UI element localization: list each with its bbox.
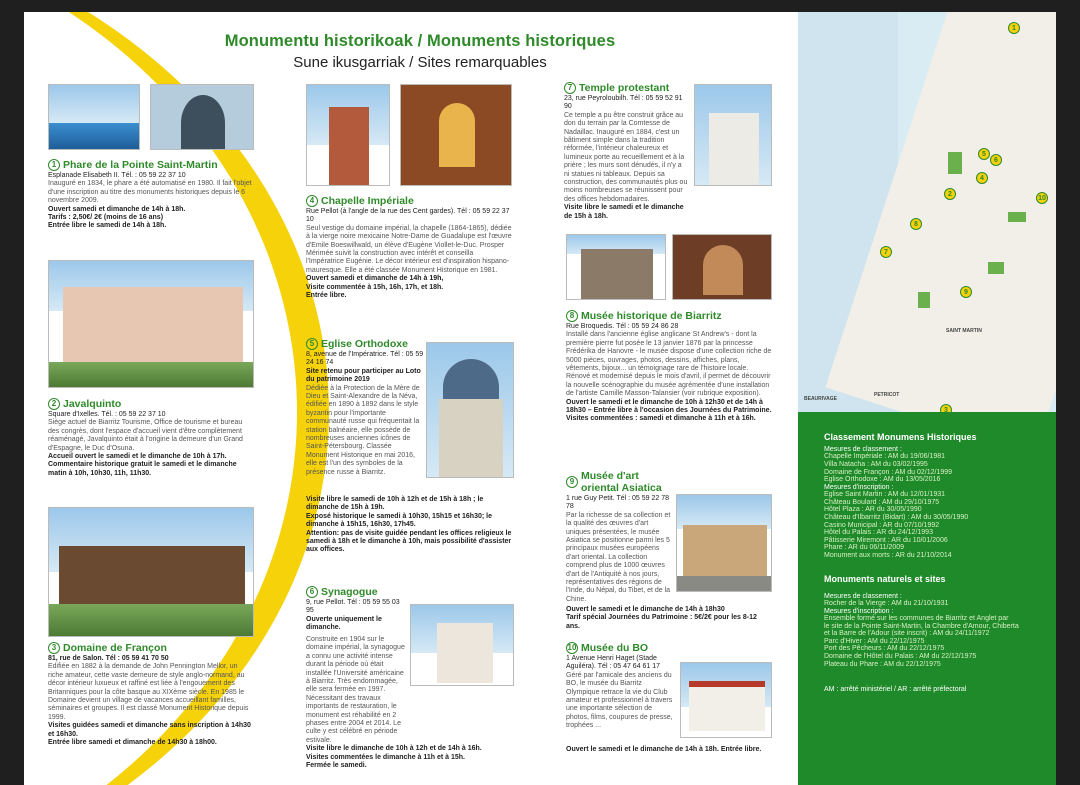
- list-item: Phare : AR du 06/11/2009: [824, 544, 905, 552]
- entry-address: 81, rue de Salon. Tél : 05 59 41 70 50: [48, 655, 169, 662]
- entry-hours: Fermée le samedi.: [306, 762, 367, 770]
- entry-hours: Commentaire historique gratuit le samedi et le dimanche matin à 10h, 10h30, 11h, 11h30.: [48, 461, 237, 477]
- page-title: Monumentu historikoak / Monuments historiques: [224, 32, 616, 50]
- entry-address: Esplanade Elisabeth II. Tél. : 05 59 22 37 10: [48, 172, 186, 179]
- entry-address: 9, rue Pellot. Tél : 05 59 55 03 95: [306, 599, 400, 615]
- entry-hours: Visite libre le samedi de 10h à 12h et de 15h à 18h ; le dimanche de 15h à 19h.: [306, 496, 484, 512]
- map-label: PETRICOT: [874, 392, 900, 398]
- map-label: SAINT MARTIN: [946, 328, 982, 334]
- entry-address: 8, avenue de l'Impératrice. Tél : 05 59 24 16 74: [306, 351, 424, 367]
- entry-title: Synagogue: [321, 586, 378, 598]
- map-pin: 5: [978, 148, 990, 160]
- entry-7: [564, 82, 688, 221]
- list-item: Domaine de Françon : AM du 02/12/1999: [824, 468, 953, 476]
- entry-address: Rue Pellot (à l'angle de la rue des Cent gardes). Tél : 05 59 22 37 10: [306, 208, 510, 224]
- inscription-label: Mesures d'inscription :: [824, 483, 894, 491]
- entry-5-hours: [306, 496, 512, 555]
- entry-hours: Entrée libre le samedi de 14h à 18h.: [48, 222, 167, 230]
- number-badge: 6: [306, 586, 318, 598]
- entry-hours: Accueil ouvert le samedi et le dimanche de 10h à 17h.: [48, 453, 227, 461]
- classification-panel: [798, 412, 1056, 785]
- list-item: Rocher de la Vierge : AM du 21/10/1931: [824, 599, 949, 607]
- classement2-label: Mesures de classement :: [824, 592, 902, 600]
- page-header: [200, 32, 640, 71]
- map-pin: 4: [976, 172, 988, 184]
- entry-hours: Ouvert le samedi et le dimanche de 14h à 18h. Entrée libre.: [566, 746, 762, 753]
- map-label: BEAURIVAGE: [804, 396, 837, 402]
- entry-note: Ouverte uniquement le dimanche.: [306, 615, 382, 632]
- entry-hours: Visites commentées le dimanche à 11h et à 15h.: [306, 753, 466, 761]
- list-item: Eglise Orthodoxe : AM du 13/05/2016: [824, 476, 941, 484]
- map-pin: 1: [1008, 22, 1020, 34]
- entry-hours: Visite commentée à 15h, 16h, 17h, et 18h.: [306, 283, 444, 291]
- map-pin: 10: [1036, 192, 1048, 204]
- entry-description: Construite en 1904 sur le domaine impérial, la synagogue a connu une activité intense durant la période où était installée l'Université américaine à Biarritz. Très endommagée, elle sera fermée en 1997. Nécessitant des travaux importants de restauration, le monument est réhabilité en 2 phases entre 2004 et 2014. Le culte y est célébré en période estivale.: [306, 636, 405, 744]
- map-pin: 8: [910, 218, 922, 230]
- list-item: Château d'Ilbarritz (Bidart) : AM du 30/05/1990: [824, 513, 969, 521]
- map-pin: 7: [880, 246, 892, 258]
- photo-asiatica: [676, 494, 772, 592]
- entry-hours: Visite libre le dimanche de 10h à 12h et de 14h à 16h.: [306, 745, 482, 753]
- brochure-page: [24, 12, 1056, 785]
- number-badge: 10: [567, 643, 577, 652]
- number-badge: 7: [564, 82, 576, 94]
- map-pin: 3: [940, 404, 952, 412]
- photo-lighthouse-sea: [48, 84, 140, 150]
- entry-hours: Tarifs : 2,50€/ 2€ (moins de 16 ans): [48, 214, 164, 222]
- entry-4: [306, 195, 512, 300]
- photo-chapelle-interior: [400, 84, 512, 186]
- inscription2-list: [824, 615, 1030, 668]
- entry-hours: Visite libre le samedi et le dimanche de 15h à 18h.: [564, 204, 684, 220]
- list-item: Pâtisserie Miremont : AR du 10/01/2006: [824, 536, 948, 544]
- entry-1: [48, 159, 254, 231]
- entry-title: Phare de la Pointe Saint-Martin: [63, 159, 218, 171]
- entry-description: Inauguré en 1834, le phare a été automatisé en 1980. Il fait l'objet d'une inscription au titre des monuments historiques depuis le 6 novembre 2009.: [48, 180, 252, 205]
- entry-title: Domaine de Françon: [63, 642, 167, 654]
- entry-title: Musée d'art oriental Asiatica: [581, 470, 662, 494]
- entry-8: [566, 310, 772, 424]
- classement-list: [824, 453, 1030, 483]
- entry-hours: Visites commentées : samedi et dimanche à 11h et à 16h.: [566, 415, 756, 423]
- list-item: Casino Municipal : AR du 07/10/1992: [824, 521, 940, 529]
- list-item: Hôtel Plaza : AR du 30/05/1990: [824, 506, 922, 514]
- entry-5: [306, 338, 426, 477]
- inscription2-label: Mesures d'inscription :: [824, 607, 894, 615]
- panel-title-classement: Classement Monumens Historiques: [824, 432, 977, 442]
- list-item: Monument aux morts : AR du 21/10/2014: [824, 551, 952, 559]
- entry-hours: Ouvert le samedi et le dimanche de 10h à 12h30 et de 14h à 18h30 – Entrée libre à l'occasion des Journées du Patrimoine.: [566, 398, 772, 415]
- list-item: Parc d'Hiver : AM du 22/12/1975: [824, 637, 925, 645]
- entry-10: [566, 642, 676, 731]
- number-badge: 8: [566, 310, 578, 322]
- inscription-list: [824, 491, 1030, 559]
- entry-description: Dédiée à la Protection de la Mère de Dieu et Saint-Alexandre de la Néva, édifiée en 1890 à 1892 dans le style byzantin pour l'importante communauté russe qui fréquentait la station balnéaire, elle possède de nombreuses anciennes icônes de Saint-Pétersbourg. Classée Monument Historique en mai 2016, elle est l'un des symboles de la présence russe à Biarritz.: [306, 384, 420, 476]
- photo-domaine-francon: [48, 507, 254, 637]
- entry-title: Eglise Orthodoxe: [321, 338, 408, 350]
- photo-eglise-orthodoxe: [426, 342, 514, 478]
- entry-title: Temple protestant: [579, 82, 670, 94]
- photo-temple-protestant: [694, 84, 772, 186]
- entry-6-body: [306, 636, 512, 771]
- map-pin: 6: [990, 154, 1002, 166]
- entry-9-hours: [566, 606, 772, 631]
- number-badge: 1: [48, 159, 60, 171]
- entry-description: Ce temple a pu être construit grâce au don du terrain par la Comtesse de Nadaillac. Inauguré en 1884, c'est un bâtiment simple dans la tradition réformée, l'intérieur chaleureux et lumineux porte au recueillement et à la prière ; les murs sont dénudés, il n'y a ni statues ni tableaux. Depuis sa construction, des communautés plus ou moins nombreuses se réunissent pour des offices hebdomadaires.: [564, 111, 688, 203]
- number-badge: 4: [306, 195, 318, 207]
- entry-address: 1 rue Guy Petit. Tél : 05 59 22 78 78: [566, 495, 669, 511]
- list-item: et la Barre de l'Adour (site inscrit) : AM du 24/11/1972: [824, 630, 990, 638]
- entry-note: Site retenu pour participer au Loto du patrimoine 2019: [306, 367, 421, 384]
- number-badge: 9: [566, 476, 578, 488]
- list-item: Domaine de l'Hôtel du Palais : AM du 22/12/1975: [824, 652, 977, 660]
- photo-musee-exterior: [566, 234, 666, 300]
- entry-hours: Ouvert samedi et dimanche de 14h à 19h,: [306, 275, 444, 283]
- entry-hours: Ouvert samedi et dimanche de 14h à 18h.: [48, 205, 186, 213]
- number-badge: 5: [306, 338, 318, 350]
- photo-javalquinto: [48, 260, 254, 388]
- number-badge: 2: [48, 398, 60, 410]
- panel-footnote: AM : arrêté ministériel / AR : arrêté préfectoral: [824, 686, 967, 694]
- entry-description: Géré par l'amicale des anciens du BO, le musée du Biarritz Olympique retrace la vie du Club amateur et professionnel à travers une importante sélection de photos, films, coupures de presse, trophées ...: [566, 671, 673, 730]
- entry-6: [306, 586, 406, 633]
- photo-lighthouse-top: [150, 84, 254, 150]
- list-item: Ensemble formé sur les communes de Biarritz et Anglet par: [824, 614, 1009, 622]
- photo-musee-interior: [672, 234, 772, 300]
- list-item: Château Boulard : AM du 29/10/1975: [824, 498, 940, 506]
- entry-hours: Exposé historique le samedi à 10h30, 15h15 et 16h30; le dimanche à 15h15, 16h30, 17h45.: [306, 512, 492, 529]
- entry-hours: Entrée libre samedi et dimanche de 14h30 à 18h00.: [48, 739, 217, 747]
- page-subtitle: Sune ikusgarriak / Sites remarquables: [293, 54, 547, 71]
- list-item: Hôtel du Palais : AR du 24/12/1993: [824, 529, 933, 537]
- entry-address: 23, rue Peyroloubilh. Tél : 05 59 52 91 90: [564, 95, 683, 111]
- list-item: Villa Natacha : AM du 03/02/1995: [824, 461, 928, 468]
- list-item: Chapelle Impériale : AM du 19/06/1981: [824, 453, 946, 461]
- entry-description: Installé dans l'ancienne église anglicane St Andrew's - dont la première pierre fut posée le 13 janvier 1876 par la princesse Frédérika de Hanovre - le musée dispose d'une collection riche de 5000 pièces, ouvrages, photos, dessins, affiches, plans, vêtements, bijoux... un témoignage rare de l'histoire locale. Rénové et modernisé depuis le mois d'avril, il permet de découvrir la nouvelle scénographie du musée agrémentée d'une installation de l'artiste Camille Masson-Talansier (voir rubrique exposition).: [566, 331, 772, 398]
- entry-address: 1 Avenue Henri Haget (Stade Aguiléra). Tél : 05 47 64 61 17: [566, 655, 661, 671]
- classement2-list: [824, 600, 1030, 608]
- entry-address: Rue Broquedis. Tél : 05 59 24 86 28: [566, 323, 679, 330]
- entry-description: Par la richesse de sa collection et la qualité des œuvres d'art uniques présentées, le musée Asiatica se positionne parmi les 5 principaux musées européens d'art oriental. La collection comprend plus de 1000 œuvres d'art de l'Antiquité à nos jours, représentatives des régions de l'Inde, du Népal, du Tibet, et de la Chine.: [566, 511, 671, 603]
- panel-title-sites: Monuments naturels et sites: [824, 573, 946, 584]
- list-item: le site de la Pointe Saint-Martin, la Chambre d'Amour, Chiberta: [824, 622, 1019, 630]
- entry-title: Chapelle Impériale: [321, 195, 414, 207]
- entry-3: [48, 642, 254, 747]
- entry-address: Square d'Ixelles. Tél. : 05 59 22 37 10: [48, 411, 166, 418]
- entry-description: Siège actuel de Biarritz Tourisme, Office de tourisme et bureau des congrès, dont l'espace d'accueil vient d'être complètement réaménagé, Javalquinto était à l'origine la demeure d'un Grand d'Espagne, le Duc d'Osuna.: [48, 419, 243, 452]
- entry-hours: Attention: pas de visite guidée pendant les offices religieux le samedi à 18h et le dimanche à 10h, mais possibilité d'assister aux offices.: [306, 529, 512, 554]
- entry-hours: Ouvert le samedi et le dimanche de 14h à 18h30: [566, 606, 725, 613]
- entry-10-hours: [566, 746, 772, 754]
- map-pin: 9: [960, 286, 972, 298]
- entry-title: Musée du BO: [581, 642, 649, 654]
- list-item: Eglise Saint Martin : AM du 12/01/1931: [824, 491, 946, 499]
- list-item: Plateau du Phare : AM du 22/12/1975: [824, 660, 941, 668]
- list-item: Port des Pêcheurs : AM du 22/12/1975: [824, 645, 945, 653]
- number-badge: 3: [48, 642, 60, 654]
- entry-hours: Visites guidées samedi et dimanche sans inscription à 14h30 et 16h30.: [48, 722, 251, 738]
- entry-description: Seul vestige du domaine impérial, la chapelle (1864-1865), dédiée à la vierge noire mexicaine Notre-Dame de Guadalupe est l'œuvre d'Emile Boeswillwald, un élève d'Eugène Viollet-le-Duc. Prosper Mérimée suivit la construction avec intérêt et conseilla l'Impératrice Eugénie. Le décor intérieur est d'inspiration hispano-mauresque. Elle a été classée Monument Historique en 1981.: [306, 224, 512, 274]
- entry-hours: Tarif spécial Journées du Patrimoine : 5€/2€ pour les 8-12 ans.: [566, 614, 757, 630]
- classement-label: Mesures de classement :: [824, 446, 902, 453]
- entry-title: Musée historique de Biarritz: [581, 310, 722, 322]
- entry-9: [566, 470, 672, 604]
- entry-description: Edifiée en 1882 à la demande de John Pennington Mellor, un riche amateur, cette vaste demeure de style anglo-normand, au décor intérieur luxueux et raffiné est liée à l'engouement des Britanniques pour la côte basque au XIXème siècle. En 1985 le Domaine devient un village de vacances accueillant familles, séminaires et groupes. Il est classé Monument Historique depuis 1999.: [48, 663, 249, 721]
- city-map: [798, 12, 1056, 412]
- entry-title: Javalquinto: [63, 398, 122, 410]
- map-pin: 2: [944, 188, 956, 200]
- entry-hours: Entrée libre.: [306, 292, 347, 300]
- photo-musee-bo: [680, 662, 772, 738]
- photo-chapelle-exterior: [306, 84, 390, 186]
- entry-2: [48, 398, 254, 478]
